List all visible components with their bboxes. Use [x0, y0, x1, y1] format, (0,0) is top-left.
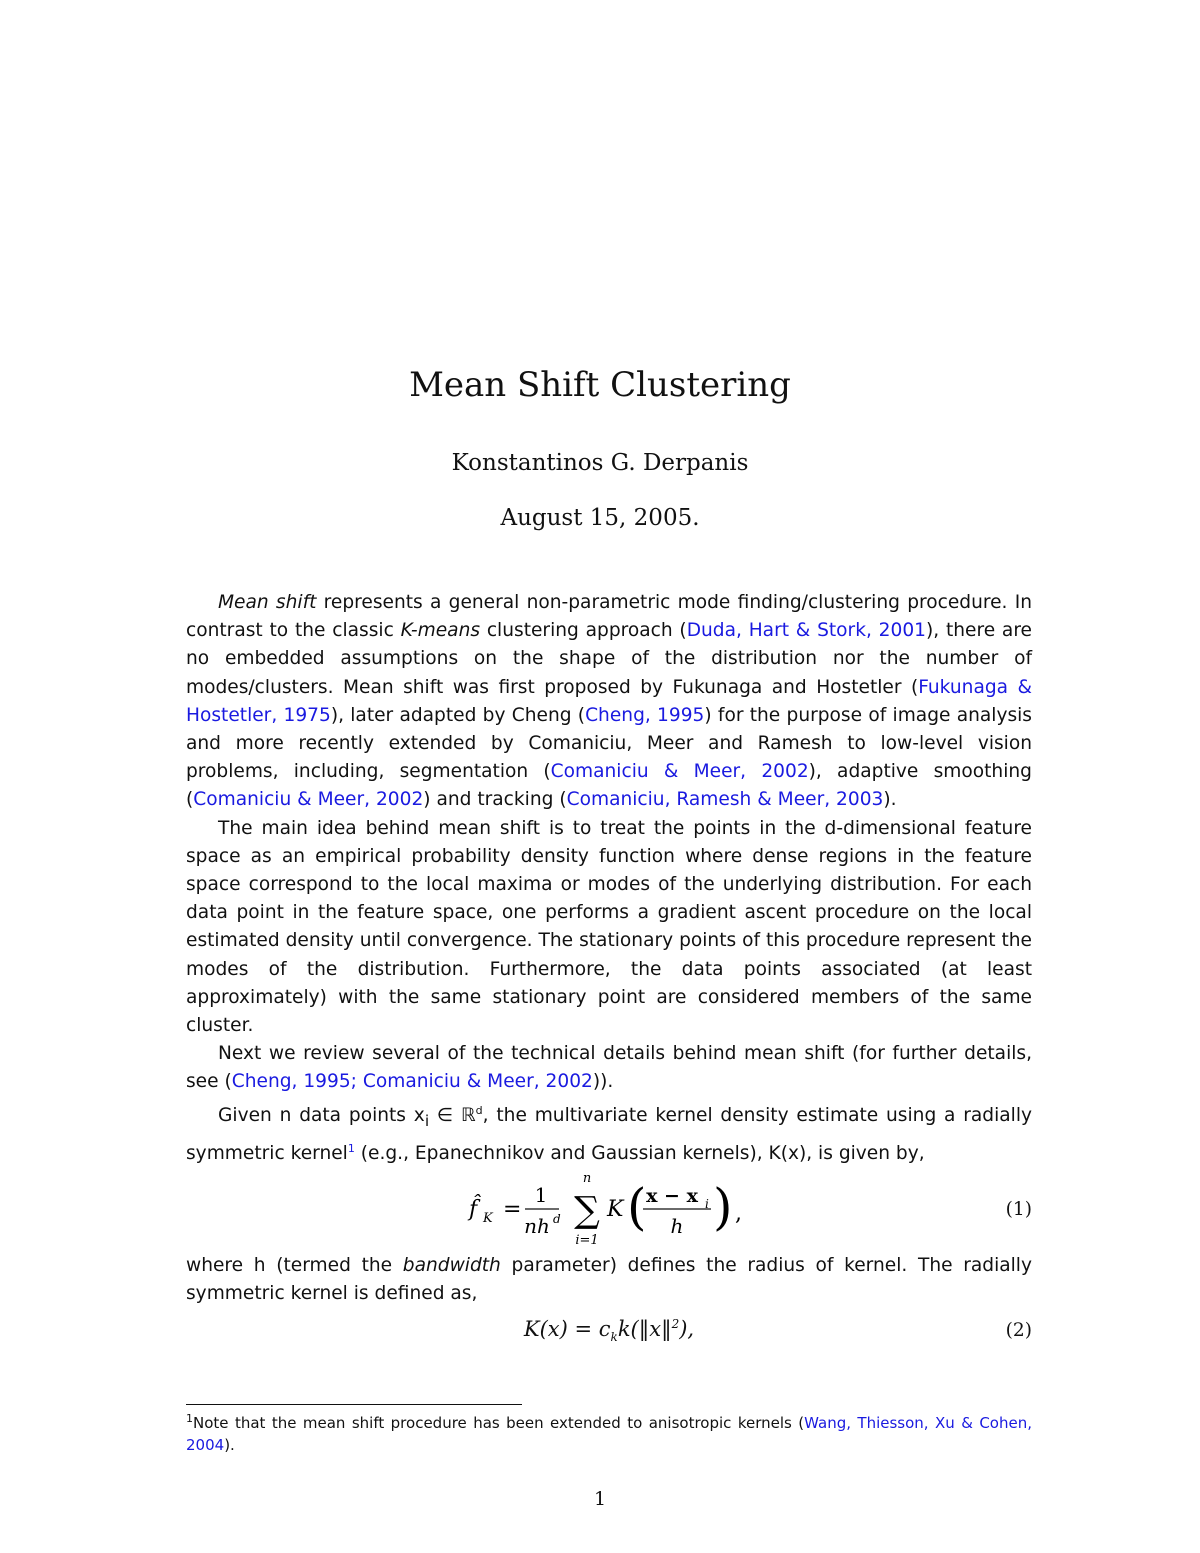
term-kmeans: K-means	[400, 620, 481, 642]
text-span: clustering approach (	[480, 620, 687, 642]
sum-top: n	[582, 1171, 592, 1187]
eq-lhs: f̂	[469, 1197, 478, 1223]
paragraph-given: Given n data points $x_i$ ∈ ℝ$^d$, the multivariate kernel density estimate using a radially symmetric kernel$^1$ (e.g., Epanechnikov and Gaussian kernels), K(x), is given by,	[186, 1103, 1032, 1164]
citation-link[interactable]: Comaniciu, Ramesh & Meer, 2003	[566, 789, 884, 811]
text-span: ), later adapted by Cheng (	[330, 704, 586, 726]
paren-right-icon: )	[713, 1178, 733, 1237]
eq2-text3: ),	[679, 1316, 695, 1341]
text-span: ).	[883, 789, 897, 811]
paragraph-main-idea: The main idea behind mean shift is to treat the points in the d-dimensional feature space as an empirical probability density function where dense regions in the feature space correspond to the local maxima or modes of the underlying distribution. For each data point in the feature space, one performs a gradient ascent procedure on the local estimated density until convergence. The stationary points of this procedure represent the modes of the distribution. Furthermore, the data points associated (at least approximately) with the same stationary point are considered members of the same cluster.	[186, 817, 1032, 1037]
term-bandwidth: bandwidth	[402, 1255, 501, 1277]
eq-lhs-sub: K	[483, 1211, 493, 1227]
sum-bottom: i=1	[575, 1233, 599, 1249]
footnote-mark: 1	[186, 1412, 193, 1425]
eq2-text: K(x) = c	[523, 1316, 611, 1341]
footnote	[186, 1408, 1032, 1456]
text-span: ) for the purpose of image analysis and more recently extended by Comaniciu, Meer and Ramesh to low-level vision problems, including, segmentation (	[186, 704, 1032, 783]
footnote-rule	[186, 1404, 522, 1405]
eq-kernel: K	[607, 1197, 624, 1223]
author-name: Konstantinos G. Derpanis	[451, 450, 749, 476]
citation-link[interactable]: Comaniciu & Meer, 2002	[550, 761, 809, 783]
text-span: where h (termed the	[186, 1255, 403, 1277]
equation-2	[186, 1309, 1032, 1353]
citation-link[interactable]: Wang, Thiesson, Xu & Cohen, 2004	[186, 1414, 1032, 1454]
text-span: Note that the mean shift procedure has been extended to anisotropic kernels (	[193, 1414, 805, 1432]
text-span: , the multivariate kernel density estimate using a radially symmetric kernel	[186, 1104, 1032, 1164]
body-text	[186, 589, 1032, 1353]
citation-link[interactable]: Fukunaga & Hostetler, 1975	[186, 676, 1032, 726]
text-span: (e.g., Epanechnikov and Gaussian kernels), K(x), is given by,	[354, 1142, 925, 1164]
eq-tail: ,	[735, 1201, 742, 1227]
equation-body	[186, 1309, 1032, 1353]
text-span: represents a general non-parametric mode finding/clustering procedure. In contrast to the classic	[186, 592, 1032, 642]
sum-symbol-icon: ∑	[574, 1190, 600, 1232]
text-span: ), adaptive smoothing (	[186, 761, 1032, 811]
equation-1	[186, 1168, 1032, 1252]
text-span: Next we review several of the technical details behind mean shift (for further details, see (	[186, 1043, 1032, 1093]
eq2-text2: k(‖x‖	[617, 1316, 672, 1341]
equation-number: (2)	[1005, 1319, 1032, 1341]
eq-frac-den: nh	[524, 1214, 550, 1239]
paragraph-review	[186, 1040, 1032, 1096]
text-span: ).	[224, 1436, 235, 1454]
text-span: )).	[592, 1071, 614, 1093]
text-span: ∈ ℝ	[429, 1104, 476, 1126]
paren-left-icon: (	[627, 1178, 647, 1237]
footnote-marker[interactable]: 1	[347, 1141, 355, 1155]
paragraph-bandwidth	[186, 1252, 1032, 1308]
page-number: 1	[593, 1488, 607, 1510]
eq-inner-num: x − x	[646, 1185, 698, 1208]
citation-link[interactable]: Comaniciu & Meer, 2002	[193, 789, 424, 811]
paper-date: August 15, 2005.	[500, 505, 700, 531]
eq-inner-num-sub: i	[705, 1197, 709, 1212]
eq2-sup: 2	[671, 1316, 680, 1331]
eq-equals: =	[503, 1197, 522, 1223]
eq2-expression	[524, 1310, 694, 1351]
citation-link[interactable]: Cheng, 1995	[585, 704, 705, 726]
eq-inner-den: h	[670, 1214, 684, 1239]
text-span: ), there are no embedded assumptions on the shape of the distribution nor the number of modes/clusters. Mean shift was first proposed by Fukunaga and Hostetler (	[186, 620, 1032, 698]
text-span: ) and tracking (	[423, 789, 567, 811]
term-mean-shift: Mean shift	[218, 592, 317, 613]
equation-number: (1)	[1005, 1199, 1032, 1221]
text-span: parameter) defines the radius of kernel. The radially symmetric kernel is defined as,	[186, 1255, 1032, 1305]
eq2-sub: k	[610, 1330, 618, 1345]
equation-1-svg	[459, 1168, 759, 1252]
equation-body	[186, 1168, 1032, 1252]
paragraph-intro	[186, 589, 1032, 815]
citation-link[interactable]: Cheng, 1995; Comaniciu & Meer, 2002	[231, 1071, 593, 1093]
eq-frac-den-sup: d	[553, 1212, 561, 1227]
citation-link[interactable]: Duda, Hart & Stork, 2001	[686, 620, 926, 642]
eq-frac-num: 1	[534, 1183, 548, 1208]
paper-title: Mean Shift Clustering	[409, 365, 791, 405]
text-span: Given n data points x	[218, 1104, 425, 1126]
